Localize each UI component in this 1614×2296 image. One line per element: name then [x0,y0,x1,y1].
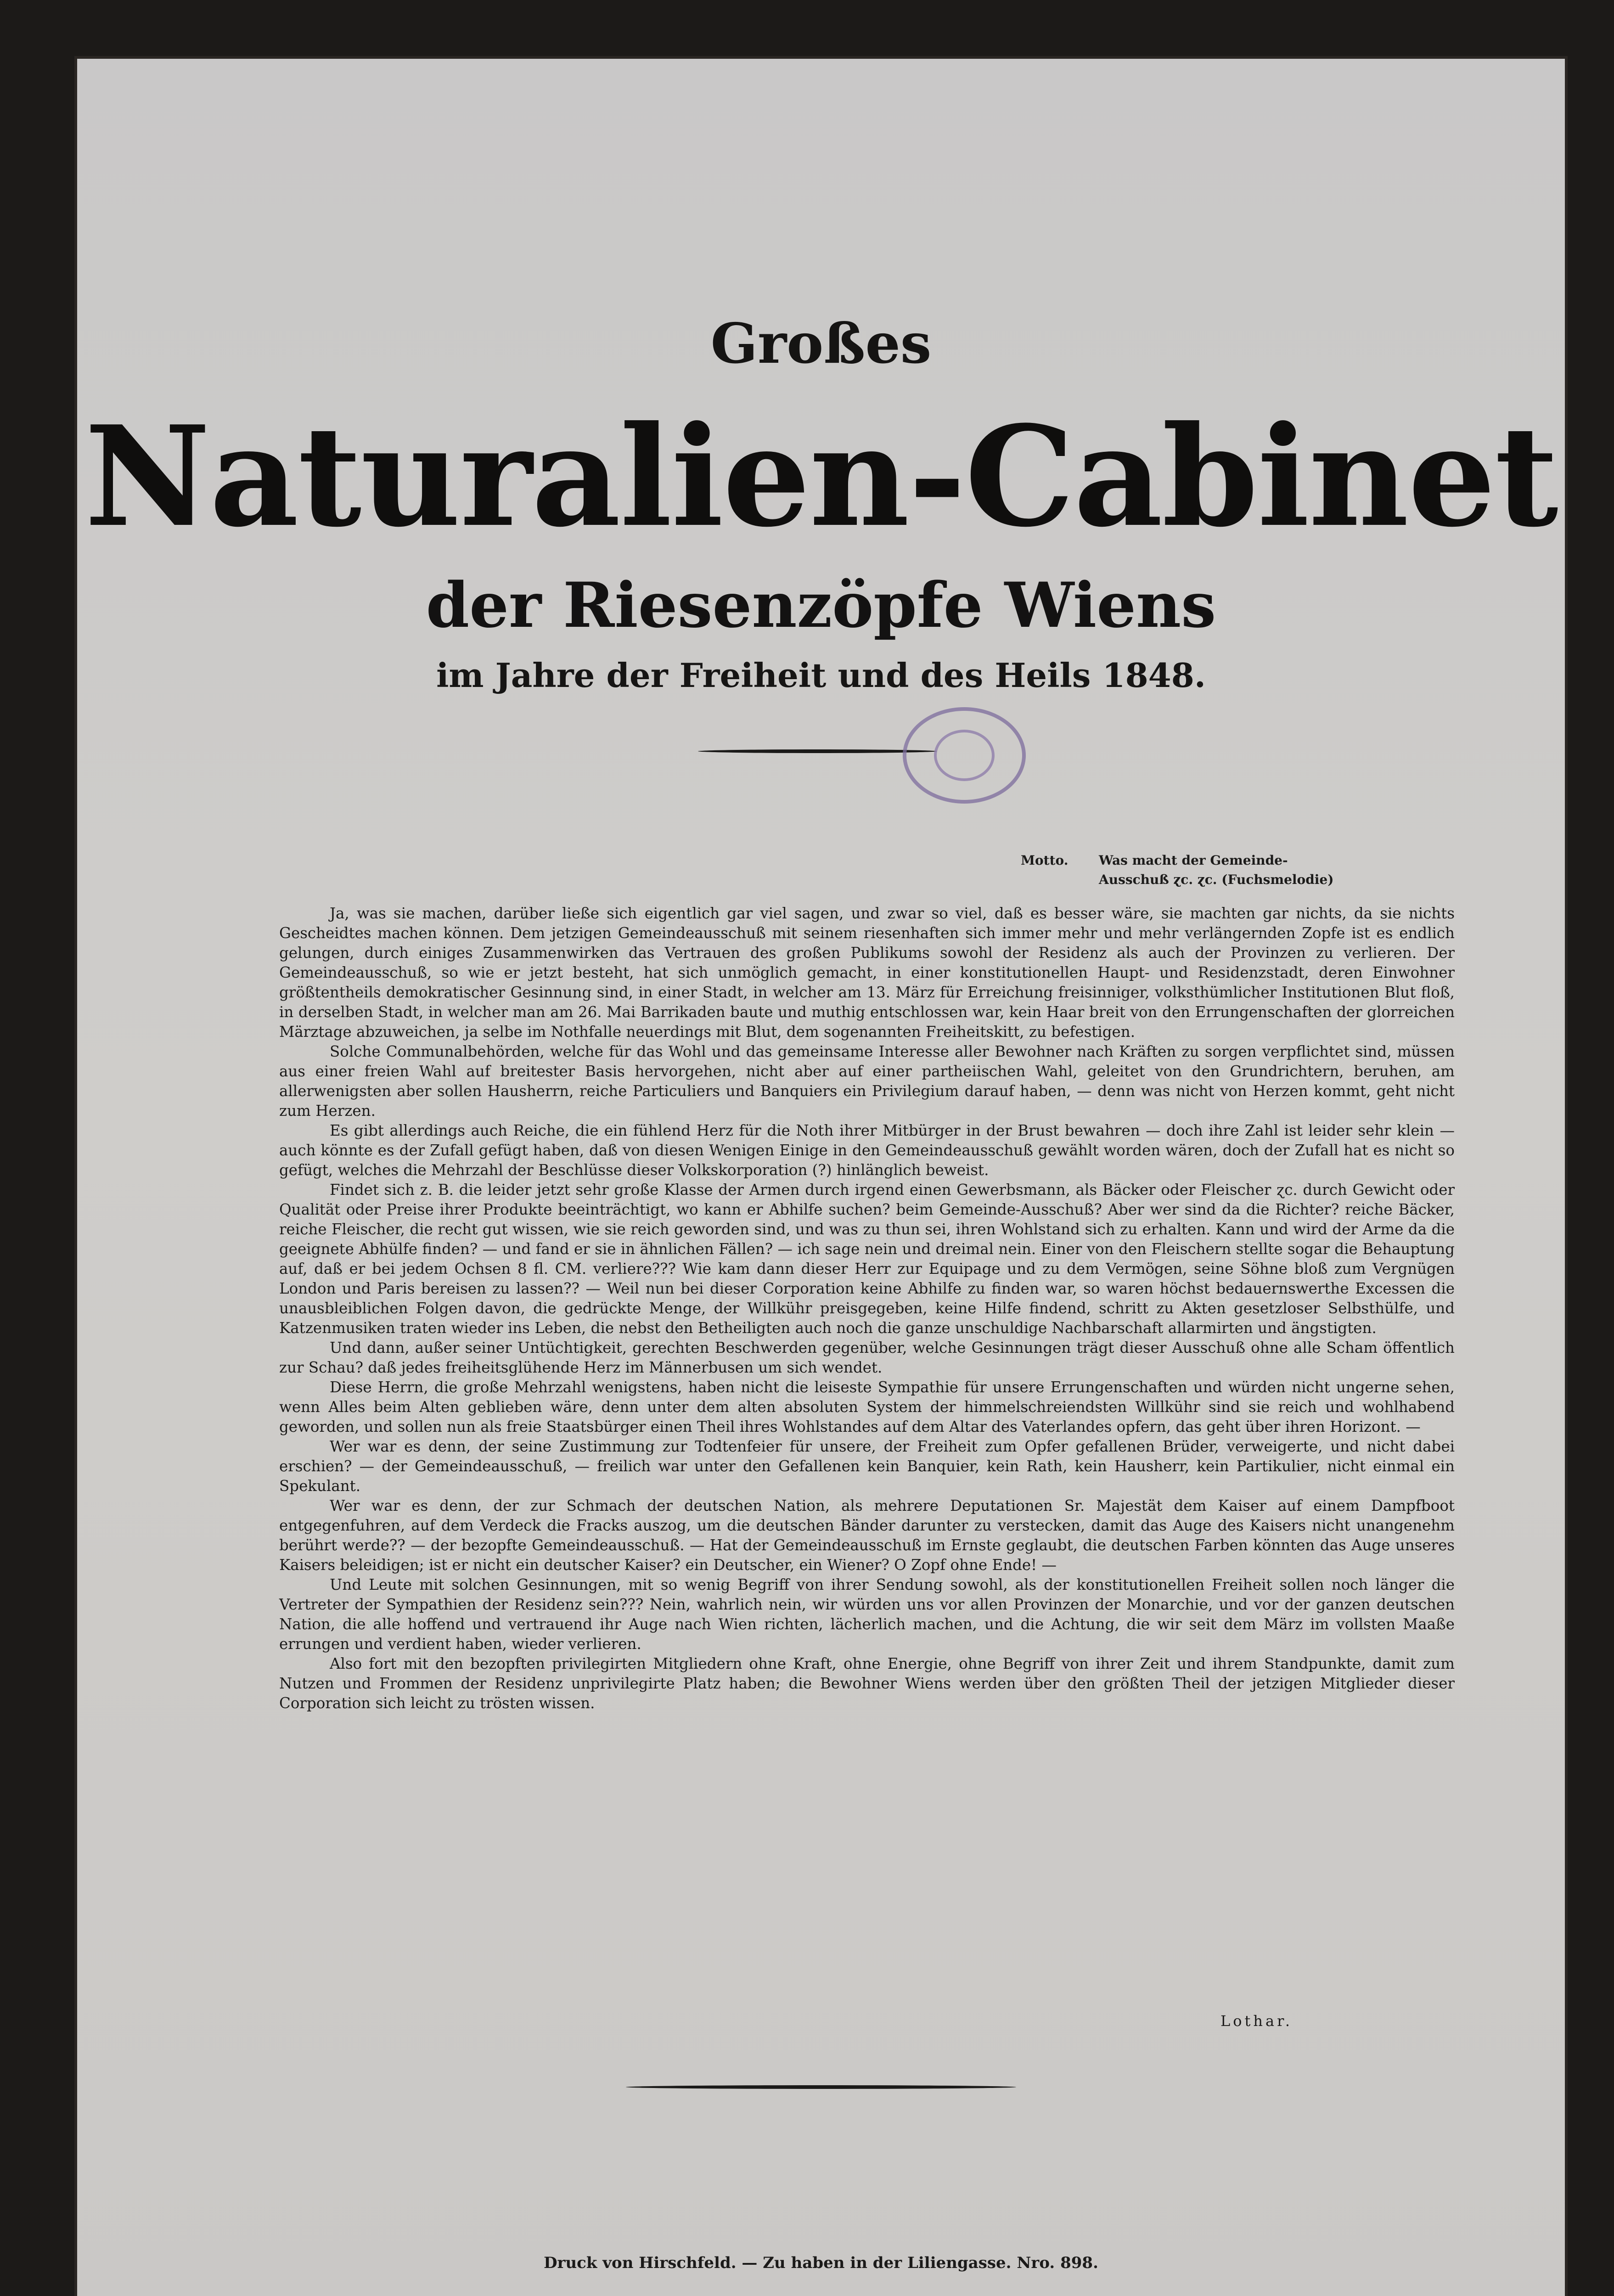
paragraph: Diese Herrn, die große Mehrzahl wenigstens, haben nicht die leiseste Sympathie für unsere Errungenschaften und würden nicht ungerne sehen, wenn Alles beim Alten geblieben wäre, denn unter dem alten absoluten System der himmelschreiendsten Willkühr sind sie reich und wohlhabend geworden, und sollen nun als freie Staatsbürger einen Theil ihres Wohlstandes auf dem Altar des Vaterlandes opfern, das geht über ihren Horizont. — [279,1379,1455,1435]
broadsheet [77,59,1565,2296]
paragraph: Es gibt allerdings auch Reiche, die ein fühlend Herz für die Noth ihrer Mitbürger in der Brust bewahren — doch ihre Zahl ist leider sehr klein — auch könnte es der Zufall gefügt haben, daß von diesen Wenigen Einige in den Gemeindeausschuß gewählt worden wären, doch der Zufall hat es nicht so gefügt, welches die Mehrzahl der Beschlüsse dieser Volkskorporation (?) hinlänglich beweist. [279,1122,1455,1179]
paragraph: Wer war es denn, der seine Zustimmung zur Todtenfeier für unsere, der Freiheit zum Opfer gefallenen Brüder, verweigerte, und nicht dabei erschien? — der Gemeindeausschuß, — freilich war unter den Gefallenen kein Banquier, kein Rath, kein Hausherr, kein Partikulier, nicht einmal ein Spekulant. [279,1438,1455,1495]
paragraph: Also fort mit den bezopften privilegirten Mitgliedern ohne Kraft, ohne Energie, ohne Begriff von ihrer Zeit und ihrem Standpunkte, damit zum Nutzen und Frommen der Residenz unprivilegirte Platz haben; die Bewohner Wiens werden über den größten Theil der jetzigen Mitglieder dieser Corporation sich leicht zu trösten wissen. [279,1655,1455,1712]
motto-label: Motto. [1021,853,1069,868]
motto-line-1: Was macht der Gemeinde- [1099,853,1288,868]
motto-line-2: Ausschuß ɀc. ɀc. (Fuchsmelodie) [1099,872,1334,887]
paragraph: Findet sich z. B. die leider jetzt sehr große Klasse der Armen durch irgend einen Gewerbsmann, als Bäcker oder Fleischer ɀc. durch Gewicht oder Qualität oder Preise ihrer Produkte beeinträchtigt, wo kann er Abhilfe suchen? beim Gemeinde-Ausschuß? Aber wer sind da die Richter? reiche Bäcker, reiche Fleischer, die recht gut wissen, wie sie reich geworden sind, und was zu thun sei, ihren Wohlstand sich zu erhalten. Kann und wird der Arme da die geeignete Abhülfe finden? — und fand er sie in ähnlichen Fällen? — ich sage nein und dreimal nein. Einer von den Fleischern stellte sogar die Behauptung auf, daß er bei jedem Ochsen 8 fl. CM. verliere??? Wie kam dann dieser Herr zur Equipage und zu dem Vermögen, seine Söhne bloß zum Vergnügen London und Paris bereisen zu lassen?? — Weil nun bei dieser Corporation keine Abhilfe zu finden war, so waren höchst bedauernswerthe Excessen die unausbleiblichen Folgen davon, die gedrückte Menge, der Willkühr preisgegeben, keine Hilfe findend, schritt zu Akten gesetzloser Selbsthülfe, und Katzenmusiken traten wieder ins Leben, die nebst den Betheiligten auch noch die ganze unschuldige Nachbarschaft allarmirten und ängstigten. [279,1181,1455,1337]
upper-divider [698,749,937,753]
body-text [279,904,1455,1713]
lower-divider [626,2085,1016,2089]
signature: Lothar. [1220,2012,1293,2030]
paragraph: Solche Communalbehörden, welche für das Wohl und das gemeinsame Interesse aller Bewohner nach Kräften zu sorgen verpflichtet sind, müssen aus einer freien Wahl auf breitester Basis hervorgehen, nicht aber auf einer partheiischen Wahl, geleitet von den Grundrichtern, beruhen, am allerwenigsten aber sollen Hausherrn, reiche Particuliers und Banquiers ein Privilegium darauf haben, — denn was nicht von Herzen kommt, geht nicht zum Herzen. [279,1043,1455,1120]
title-line-3: der Riesenzöpfe Wiens [426,568,1216,642]
title-line-1: Großes [710,311,932,376]
paragraph: Wer war es denn, der zur Schmach der deutschen Nation, als mehrere Deputationen Sr. Majestät dem Kaiser auf einem Dampfboot entgegenfuhren, auf dem Verdeck die Fracks auszog, um die deutschen Bänder darunter zu verstecken, damit das Auge des Kaisers nicht unangenehm berührt werde?? — der bezopfte Gemeindeausschuß. — Hat der Gemeindeausschuß im Ernste geglaubt, die deutschen Farben könnten das Auge unseres Kaisers beleidigen; ist er nicht ein deutscher Kaiser? ein Deutscher, ein Wiener? O Zopf ohne Ende! — [279,1497,1455,1574]
paragraph: Ja, was sie machen, darüber ließe sich eigentlich gar viel sagen, und zwar so viel, daß es besser wäre, sie machten gar nichts, da sie nichts Gescheidtes machen können. Dem jetzigen Gemeindeausschuß mit seinem riesenhaften sich immer mehr und mehr verlängernden Zopfe ist es endlich gelungen, durch einiges Zusammenwirken das Vertrauen des großen Publikums sowohl der Residenz als auch der Provinzen zu verlieren. Der Gemeindeausschuß, so wie er jetzt besteht, hat sich unmöglich gemacht, in einer konstitutionellen Haupt- und Residenzstadt, deren Einwohner größtentheils demokratischer Gesinnung sind, in einer Stadt, in welcher am 13. März für Erreichung freisinniger, volksthümlicher Institutionen Blut floß, in derselben Stadt, in welcher man am 26. Mai Barrikaden baute und muthig entschlossen war, kein Haar breit von den Errungenschaften der glorreichen Märztage abzuweichen, ja selbe im Nothfalle neuerdings mit Blut, dem sogenannten Freiheitskitt, zu befestigen. [279,905,1455,1041]
paragraph: Und Leute mit solchen Gesinnungen, mit so wenig Begriff von ihrer Sendung sowohl, als der konstitutionellen Freiheit sollen noch länger die Vertreter der Sympathien der Residenz sein??? Nein, wahrlich nein, wir würden uns vor allen Provinzen der Monarchie, und vor der ganzen deutschen Nation, die alle hoffend und vertrauend ihr Auge nach Wien richten, lächerlich machen, und die Achtung, die wir seit dem März im vollsten Maaße errungen und verdient haben, wieder verlieren. [279,1576,1455,1653]
motto [1021,851,1503,889]
title-line-4: im Jahre der Freiheit und des Heils 1848. [436,656,1206,695]
paragraph: Und dann, außer seiner Untüchtigkeit, gerechten Beschwerden gegenüber, welche Gesinnungen trägt dieser Ausschuß ohne alle Scham öffentlich zur Schau? daß jedes freiheitsglühende Herz im Männerbusen um sich wendet. [279,1339,1455,1376]
printer-imprint: Druck von Hirschfeld. — Zu haben in der Liliengasse. Nro. 898. [544,2254,1098,2272]
title-main: Naturalien-Cabinet [84,395,1558,557]
library-stamp [903,707,1026,804]
